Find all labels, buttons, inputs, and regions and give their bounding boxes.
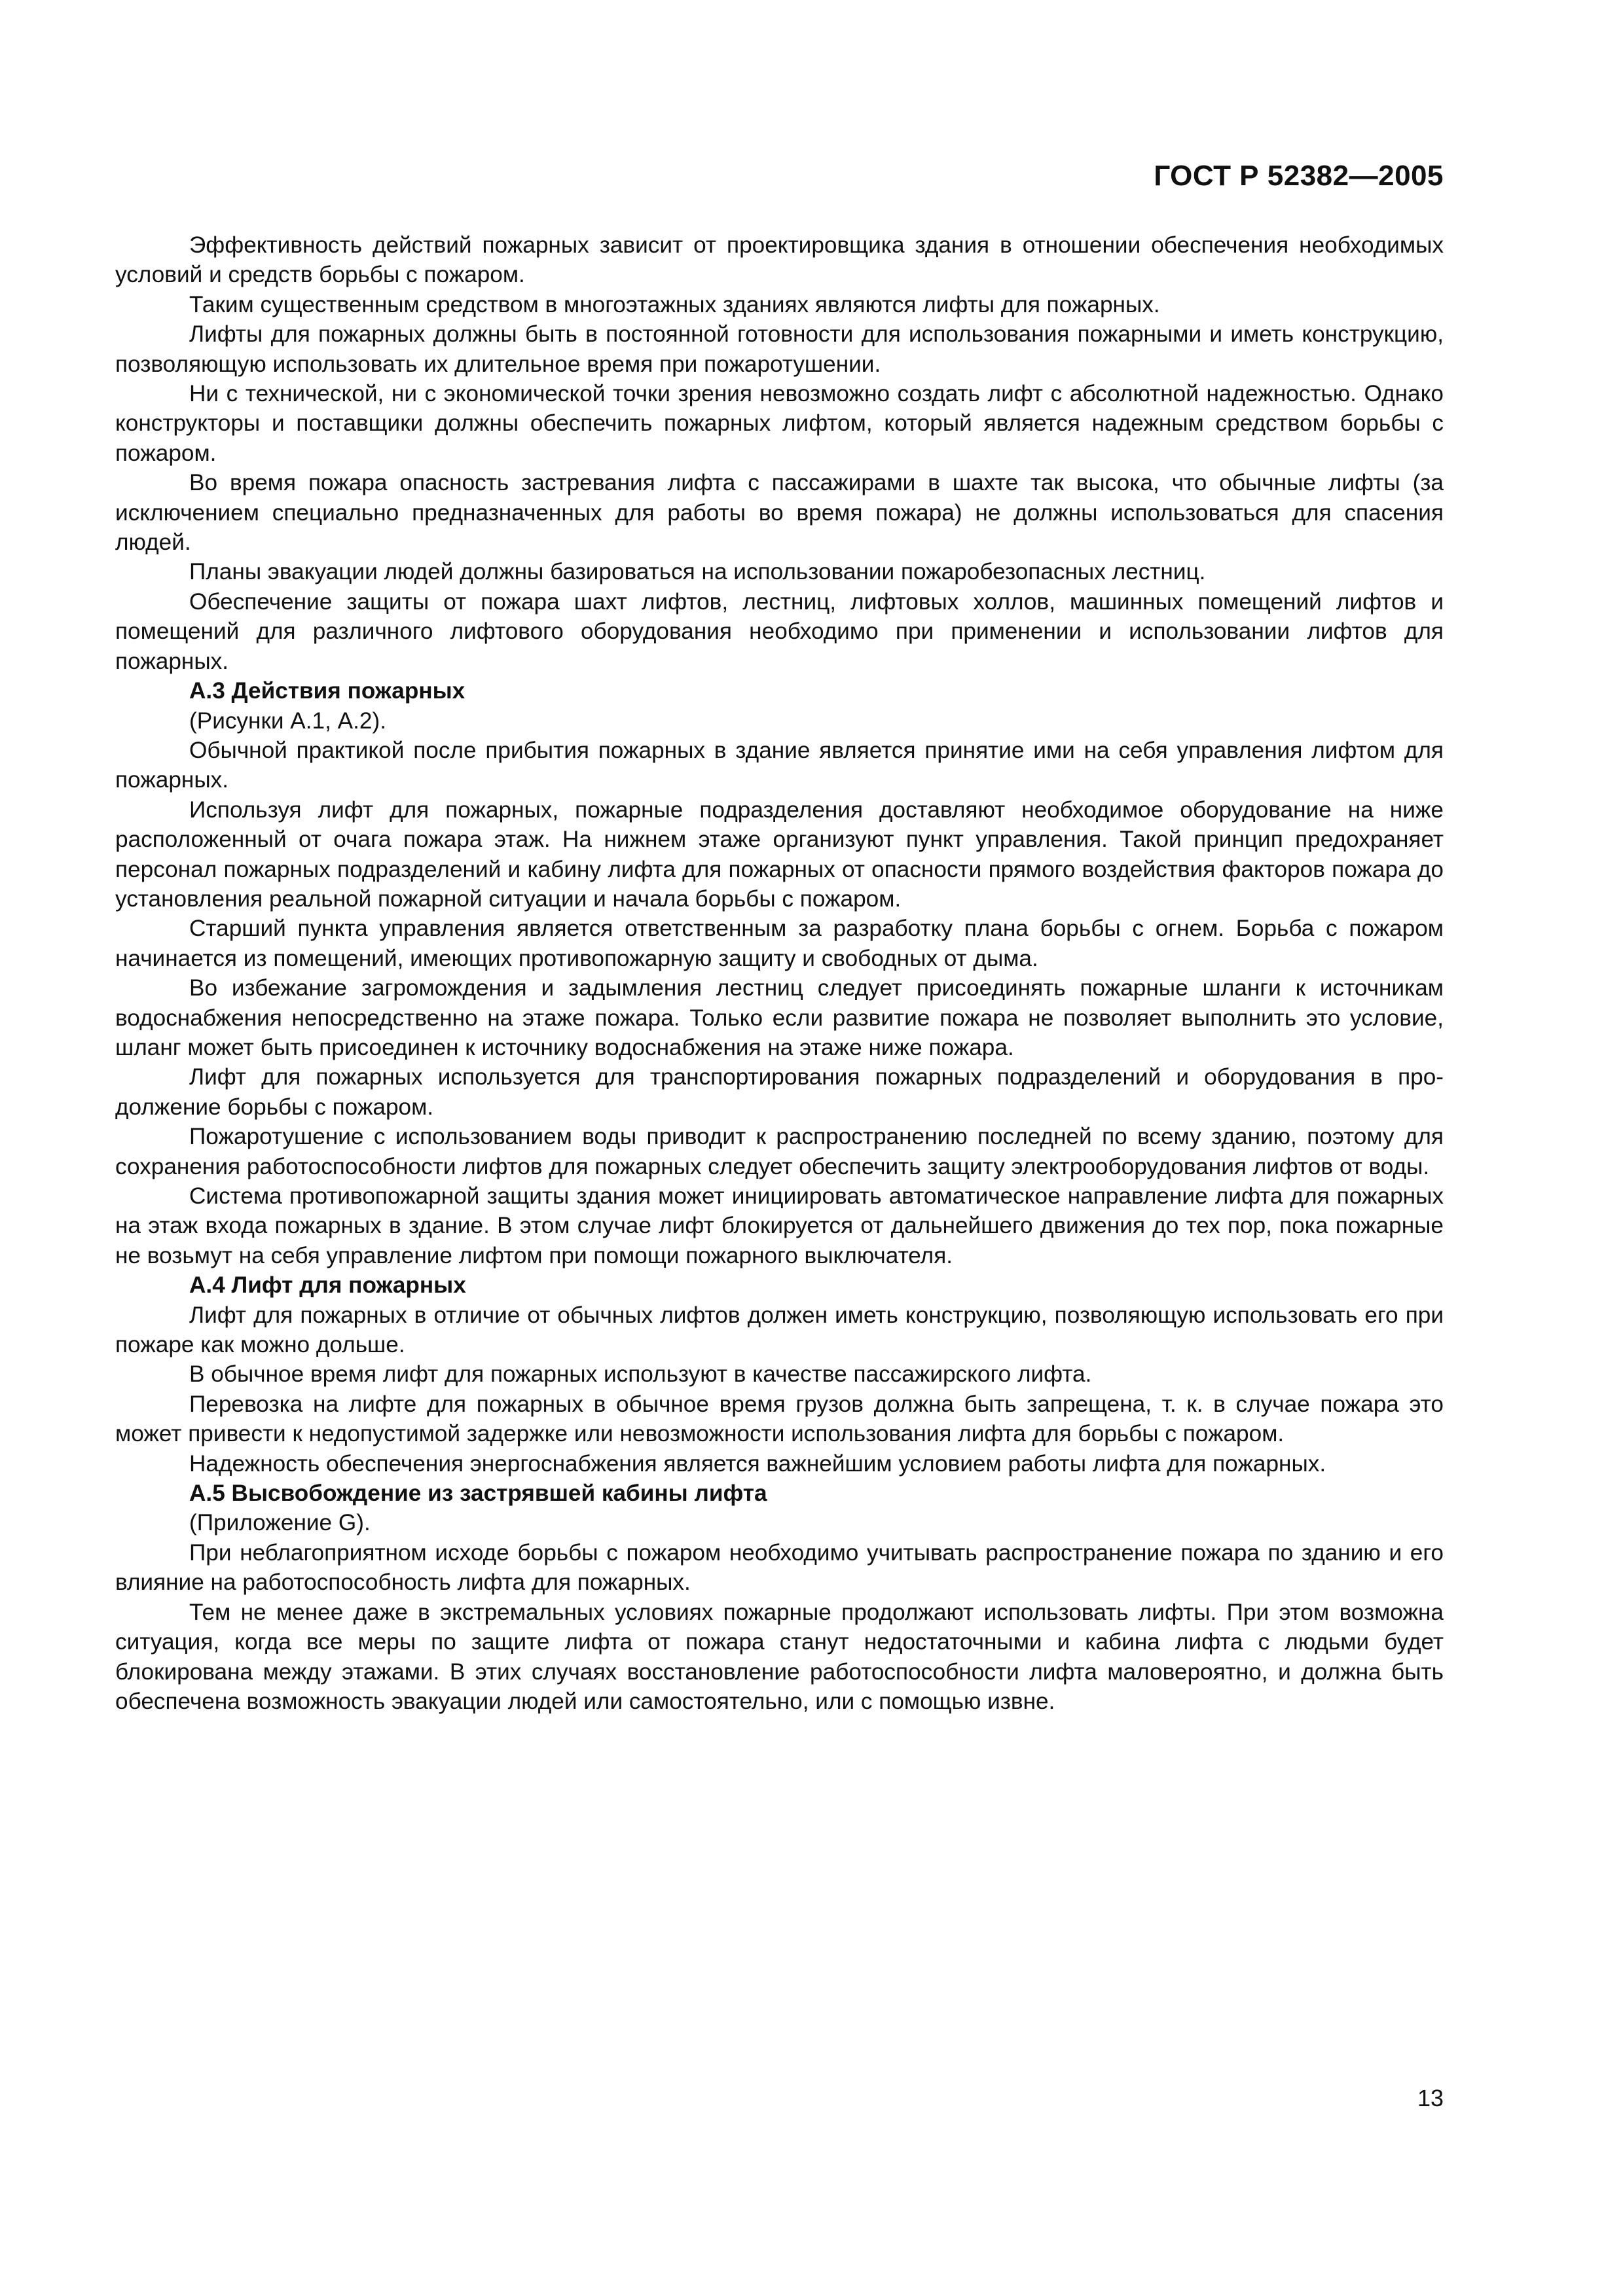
paragraph: Планы эвакуации людей должны базироваться на использовании пожаробезопасных лестниц. (189, 559, 1206, 585)
page-header: ГОСТ Р 52382—2005 (1154, 160, 1444, 192)
paragraph: В обычное время лифт для пожарных используют в качестве пассажирского лифта. (189, 1361, 1092, 1388)
paragraph: Таким существенным средством в многоэтажных зданиях являются лифты для пожарных. (189, 291, 1160, 317)
paragraph: (Рисунки А.1, А.2). (189, 708, 386, 734)
paragraph: Обеспечение защиты от пожара шахт лифтов, лестниц, лифтовых холлов, машинных помещений лифтов и помещений для различного лифтового оборудования необходимо при применении и использовании лифтов для пожарных. (115, 588, 1444, 674)
paragraph: Ни с технической, ни с экономической точки зрения невозможно создать лифт с абсолютной надежностью. Однако конструкторы и поставщики должны обеспечить пожарных лифтом, который является надежным средством борьбы с пожаром. (115, 381, 1444, 466)
paragraph: Лифт для пожарных в отличие от обычных лифтов должен иметь конструкцию, позволяющую использовать его при пожаре как можно дольше. (115, 1302, 1444, 1358)
paragraph: Обычной практикой после прибытия пожарных в здание является принятие ими на себя управления лифтом для пожарных. (115, 737, 1444, 793)
section-heading-a3: А.3 Действия пожарных (189, 678, 465, 704)
paragraph: Лифты для пожарных должны быть в постоянной готовности для использования пожарными и иметь конструкцию, позволяющую использовать их длительное время при пожаротушении. (115, 321, 1444, 377)
paragraph: Старший пункта управления является ответственным за разработку плана борьбы с огнем. Борьба с пожаром начинается из помещений, имеющих противопожарную защиту и свободных от дыма. (115, 916, 1444, 971)
section-heading-a5: А.5 Высвобождение из застрявшей кабины лифта (189, 1480, 767, 1507)
paragraph: Перевозка на лифте для пожарных в обычное время грузов должна быть запрещена, т. к. в случае пожара это может привести к недопустимой задержке или невозможности использования лифта для борьбы с пожаром. (115, 1391, 1444, 1447)
paragraph: Тем не менее даже в экстремальных условиях пожарные продолжают использовать лифты. При этом возможна ситуация, когда все меры по защите лифта от пожара станут недостаточными и кабина лифта с людьми будет блокирована между этажами. В этих случаях восстановление работоспособности лифта маловероятно, и должна быть обеспечена возможность эвакуации людей или самостоятельно, или с помощью извне. (115, 1599, 1444, 1714)
section-heading-a4: А.4 Лифт для пожарных (189, 1272, 466, 1299)
paragraph: Лифт для пожарных используется для транспортирования пожарных подразделений и оборудования в продолжение борьбы с пожаром. (115, 1064, 1444, 1120)
paragraph: Система противопожарной защиты здания может инициировать автоматическое направление лифта для пожарных на этаж входа пожарных в здание. В этом случае лифт блокируется от дальнейшего движения до тех пор, пока пожарные не возьмут на себя управление лифтом при помощи пожарного выключателя. (115, 1183, 1444, 1268)
paragraph: Пожаротушение с использованием воды приводит к распространению последней по всему зданию, поэтому для сохранения работоспособности лифтов для пожарных следует обеспечить защиту электрооборудования лифтов от воды. (115, 1124, 1444, 1179)
paragraph: Надежность обеспечения энергоснабжения является важнейшим условием работы лифта для пожарных. (189, 1450, 1326, 1477)
page-number: 13 (1417, 2085, 1444, 2111)
paragraph: Во избежание загромождения и задымления лестниц следует присоединять пожарные шланги к источникам водоснабжения непосредственно на этаже пожара. Только если развитие пожара не позволяет выполнить это условие, шланг может быть присоединен к источнику водоснабжения на этаже ниже пожара. (115, 975, 1444, 1060)
paragraph: Используя лифт для пожарных, пожарные подразделения доставляют необходимое оборудование на ниже расположенный от очага пожара этаж. На нижнем этаже организуют пункт управления. Такой принцип предохраняет персонал пожарных подразделений и кабину лифта для пожарных от опасности прямого воздействия факторов пожара до установления реальной пожарной ситуации и начала борьбы с пожаром. (115, 797, 1444, 912)
document-body (115, 230, 1444, 1716)
paragraph: (Приложение G). (189, 1510, 371, 1536)
paragraph: Во время пожара опасность застревания лифта с пассажирами в шахте так высока, что обычные лифты (за исключением специально предназначенных для работы во время пожара) не должны использоваться для спасения людей. (115, 470, 1444, 556)
paragraph: При неблагоприятном исходе борьбы с пожаром необходимо учитывать распространение пожара по зданию и его влияние на работоспособность лифта для пожарных. (115, 1539, 1444, 1596)
paragraph: Эффективность действий пожарных зависит от проектировщика здания в отношении обеспечения необходимых условий и средств борьбы с пожаром. (115, 232, 1444, 288)
